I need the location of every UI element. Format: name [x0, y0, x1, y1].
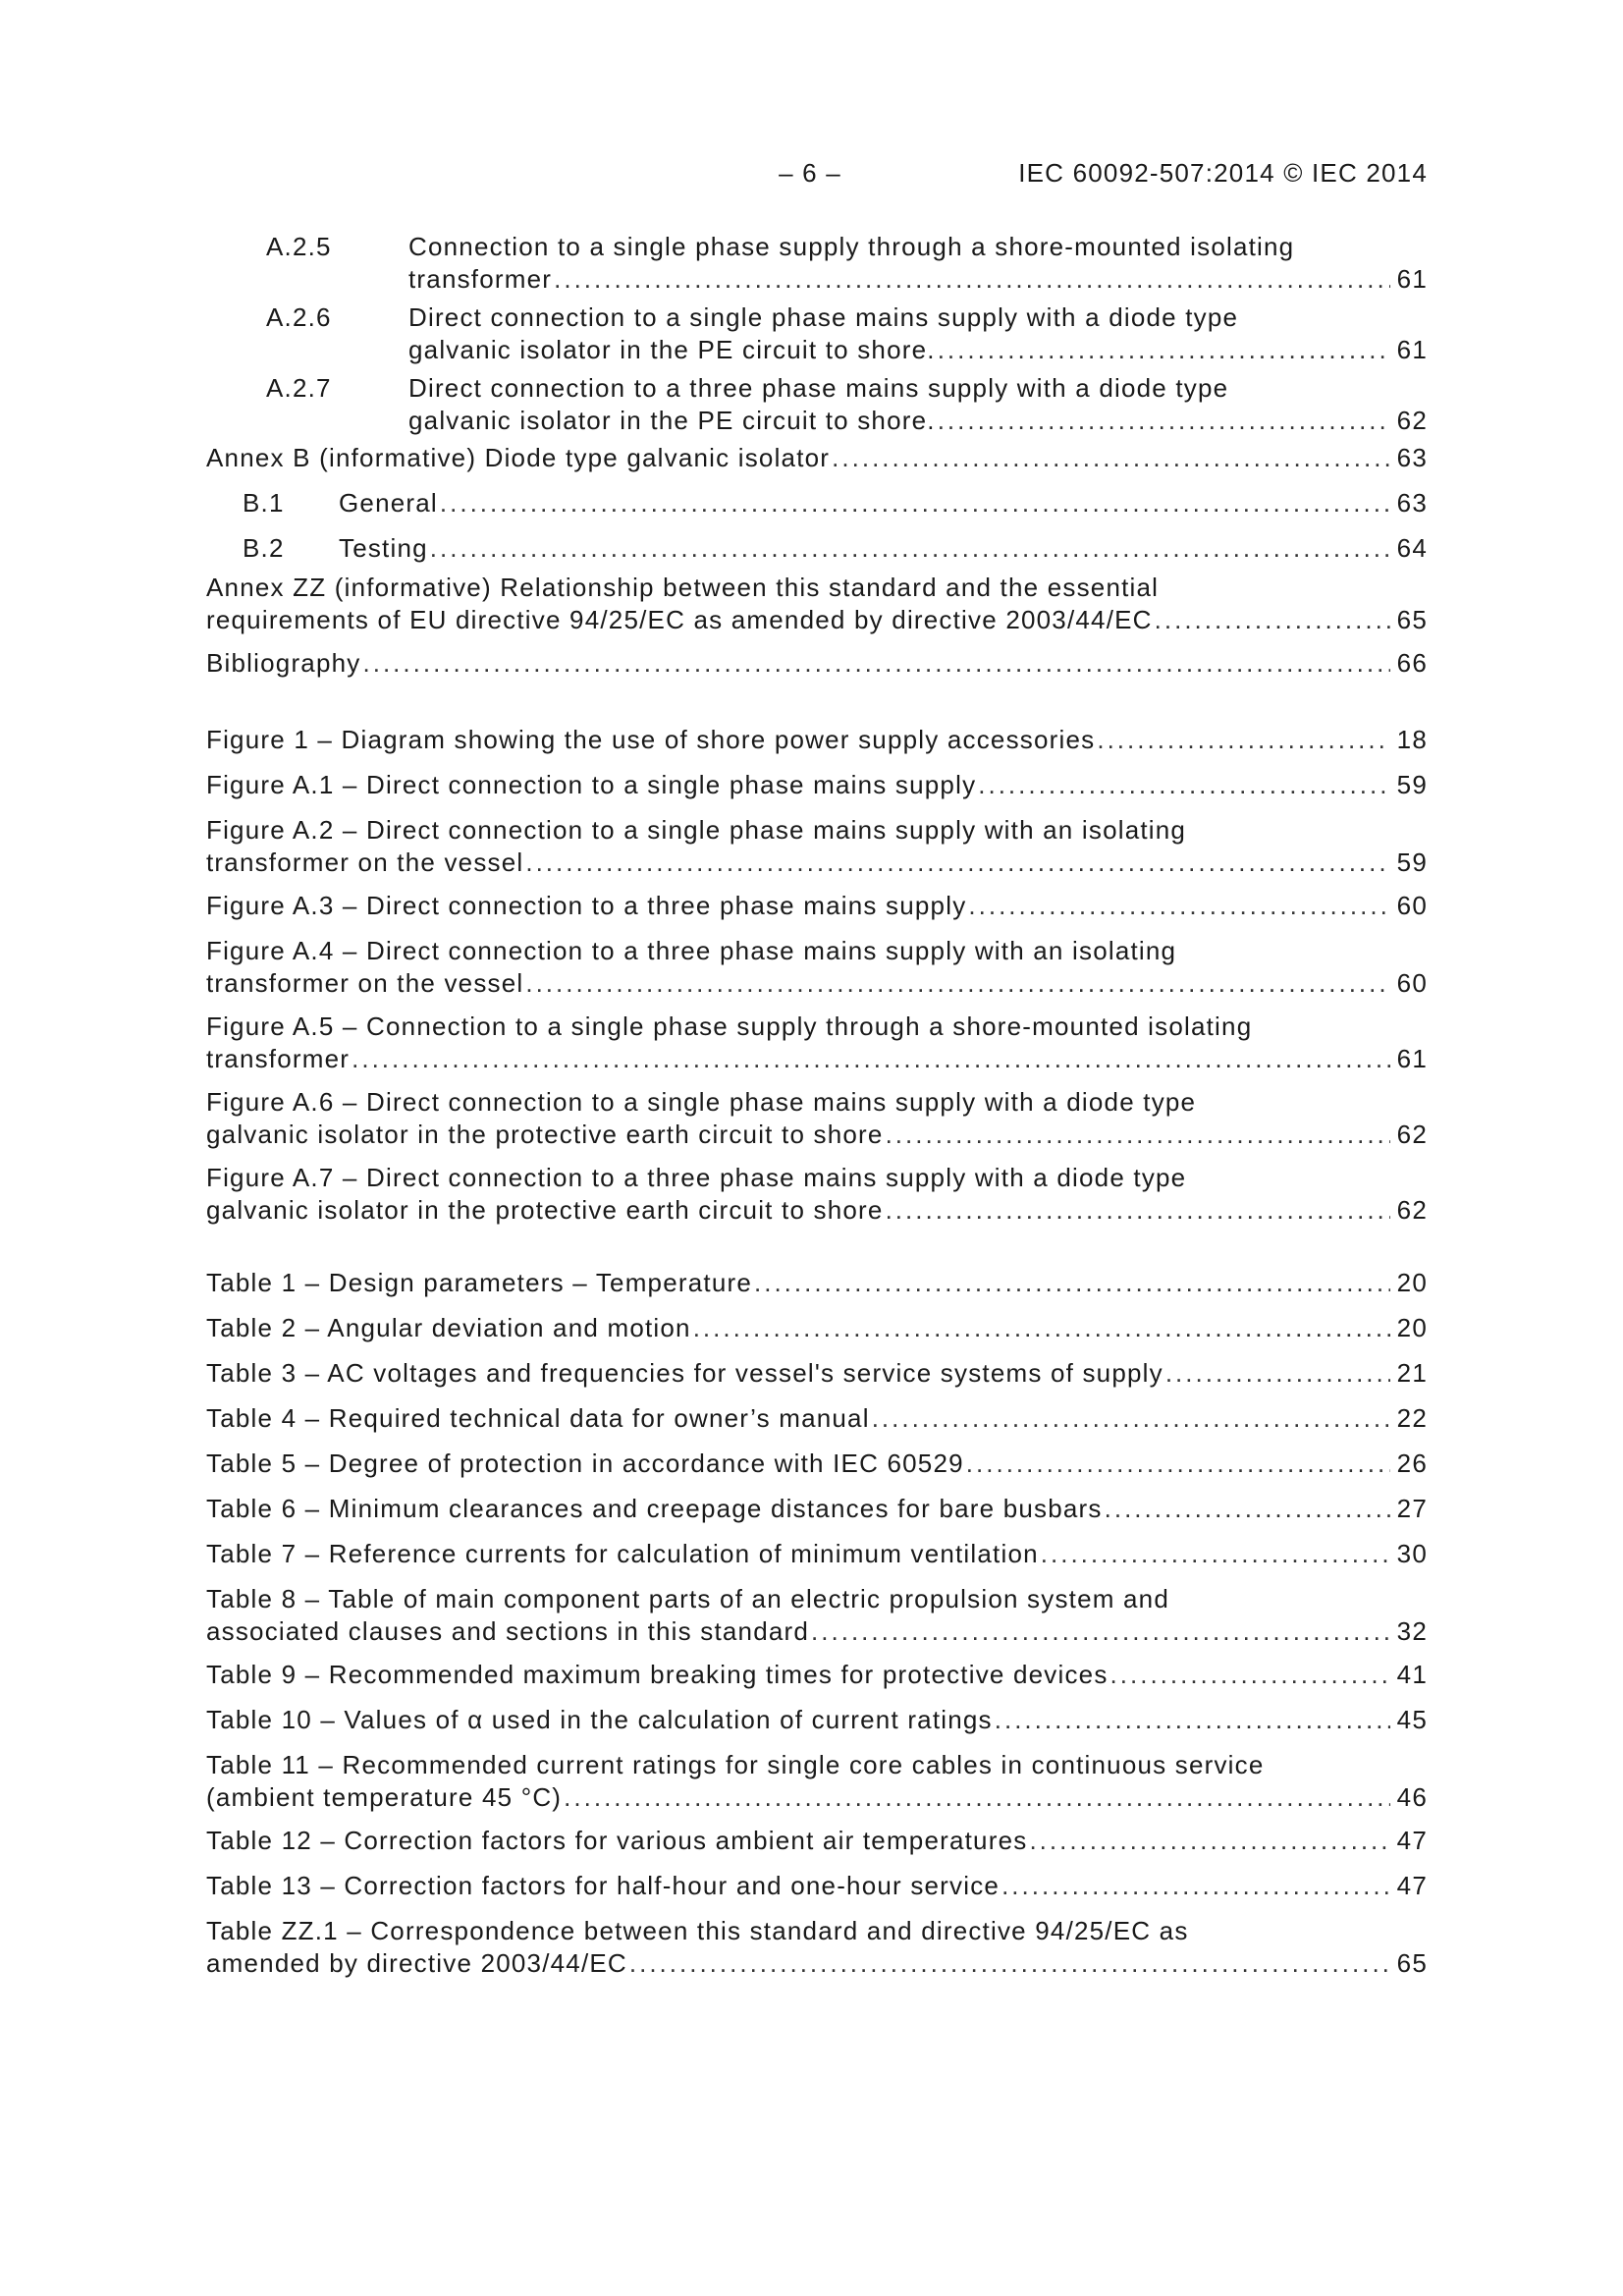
entry-title: transformer: [408, 264, 553, 294]
entry-page-number: 60: [1396, 891, 1428, 920]
entry-title: Table 2 – Angular deviation and motion: [206, 1313, 691, 1342]
entry-page-number: 63: [1396, 488, 1428, 518]
figure-entry[interactable]: [206, 724, 1428, 756]
entry-title: Table 5 – Degree of protection in accordance with IEC 60529: [206, 1449, 964, 1478]
entry-title: Figure A.2 – Direct connection to a single phase mains supply with an isolating: [206, 815, 1187, 845]
entry-number: B.2: [243, 533, 285, 563]
dot-leader: [1029, 1825, 1390, 1857]
entry-page-number: 46: [1396, 1782, 1428, 1812]
entry-page-number: 20: [1396, 1313, 1428, 1342]
entry-page-number: 26: [1396, 1449, 1428, 1478]
dot-leader: [1001, 1870, 1390, 1902]
table-entry[interactable]: [206, 1538, 1428, 1570]
entry-page-number: 59: [1396, 847, 1428, 877]
entry-page-number: 65: [1396, 1948, 1428, 1978]
table-entry[interactable]: [206, 1448, 1428, 1480]
toc-entry[interactable]: [243, 532, 1428, 565]
toc-entry[interactable]: [206, 442, 1428, 474]
dot-leader: [966, 1448, 1390, 1480]
dot-leader: [1155, 604, 1390, 636]
dot-leader: [1041, 1538, 1390, 1570]
table-entry[interactable]: [206, 1749, 1428, 1814]
dot-leader: [629, 1947, 1390, 1980]
entry-page-number: 18: [1396, 725, 1428, 754]
entry-title: Direct connection to a single phase mains supply with a diode type: [408, 302, 1239, 332]
entry-page-number: 60: [1396, 968, 1428, 998]
entry-page-number: 61: [1396, 1044, 1428, 1073]
entry-title: Annex ZZ (informative) Relationship between this standard and the essential: [206, 573, 1160, 602]
table-entry[interactable]: [206, 1267, 1428, 1299]
entry-title: Table 12 – Correction factors for various ambient air temperatures: [206, 1826, 1028, 1855]
entry-title: Table 13 – Correction factors for half-hour and one-hour service: [206, 1871, 1001, 1900]
dot-leader: [440, 487, 1390, 519]
entry-title: Table 1 – Design parameters – Temperature: [206, 1268, 752, 1297]
toc-entry[interactable]: [206, 647, 1428, 680]
dot-leader: [1110, 1659, 1390, 1691]
entry-title: Connection to a single phase supply through a shore-mounted isolating: [408, 232, 1295, 261]
figure-entry[interactable]: [206, 1011, 1428, 1075]
dot-leader: [938, 405, 1390, 437]
entry-title: Table 8 – Table of main component parts of an electric propulsion system and: [206, 1584, 1170, 1613]
entry-title: Table 9 – Recommended maximum breaking times for protective devices: [206, 1660, 1109, 1689]
entry-title: galvanic isolator in the PE circuit to shore.: [408, 406, 936, 435]
entry-number: A.2.7: [266, 373, 332, 403]
dot-leader: [1097, 724, 1390, 756]
entry-page-number: 64: [1396, 533, 1428, 563]
figure-entry[interactable]: [206, 814, 1428, 879]
table-entry[interactable]: [206, 1493, 1428, 1525]
entry-page-number: 65: [1396, 605, 1428, 634]
entry-title: Annex B (informative) Diode type galvanic isolator: [206, 443, 831, 472]
entry-title: transformer on the vessel: [206, 968, 524, 998]
table-entry[interactable]: [206, 1583, 1428, 1648]
standard-reference: IEC 60092-507:2014 © IEC 2014: [1018, 158, 1428, 188]
figure-entry[interactable]: [206, 1162, 1428, 1227]
entry-page-number: 59: [1396, 770, 1428, 799]
entry-title: Bibliography: [206, 648, 361, 678]
entry-page-number: 62: [1396, 1195, 1428, 1225]
dot-leader: [525, 967, 1390, 1000]
entry-page-number: 21: [1396, 1358, 1428, 1388]
entry-number: B.1: [243, 488, 285, 518]
entry-title: General: [339, 488, 438, 518]
table-entry[interactable]: [206, 1915, 1428, 1980]
entry-page-number: 62: [1396, 1120, 1428, 1149]
entry-title: Table 6 – Minimum clearances and creepage distances for bare busbars: [206, 1494, 1103, 1523]
toc-entry[interactable]: [206, 572, 1428, 636]
entry-title: Figure A.5 – Connection to a single phase supply through a shore-mounted isolating: [206, 1011, 1253, 1041]
entry-page-number: 22: [1396, 1403, 1428, 1433]
dot-leader: [564, 1781, 1390, 1814]
dot-leader: [1105, 1493, 1390, 1525]
table-entry[interactable]: [206, 1312, 1428, 1344]
dot-leader: [430, 532, 1390, 565]
entry-page-number: 62: [1396, 406, 1428, 435]
entry-title: Table 11 – Recommended current ratings for single core cables in continuous service: [206, 1750, 1265, 1779]
dot-leader: [811, 1615, 1390, 1648]
entry-page-number: 30: [1396, 1539, 1428, 1568]
table-entry[interactable]: [206, 1870, 1428, 1902]
entry-title: Table 4 – Required technical data for owner’s manual: [206, 1403, 870, 1433]
entry-page-number: 20: [1396, 1268, 1428, 1297]
entry-title: galvanic isolator in the protective earth circuit to shore: [206, 1120, 884, 1149]
entry-title: Figure 1 – Diagram showing the use of shore power supply accessories: [206, 725, 1096, 754]
toc-entry[interactable]: [243, 487, 1428, 519]
table-entry[interactable]: [206, 1402, 1428, 1435]
entry-title: requirements of EU directive 94/25/EC as amended by directive 2003/44/EC: [206, 605, 1153, 634]
page-number: – 6 –: [779, 158, 841, 188]
entry-title: Table ZZ.1 – Correspondence between this standard and directive 94/25/EC as: [206, 1916, 1189, 1945]
figure-entry[interactable]: [206, 890, 1428, 922]
dot-leader: [352, 1043, 1390, 1075]
entry-title: Table 7 – Reference currents for calculation of minimum ventilation: [206, 1539, 1039, 1568]
toc-entry[interactable]: [266, 231, 1428, 296]
entry-page-number: 41: [1396, 1660, 1428, 1689]
figure-entry[interactable]: [206, 935, 1428, 1000]
dot-leader: [525, 847, 1390, 879]
entry-title: associated clauses and sections in this standard: [206, 1616, 810, 1646]
toc-entry[interactable]: [266, 301, 1428, 366]
figure-entry[interactable]: [206, 769, 1428, 801]
entry-page-number: 45: [1396, 1705, 1428, 1734]
entry-page-number: 66: [1396, 648, 1428, 678]
dot-leader: [554, 263, 1390, 296]
entry-page-number: 27: [1396, 1494, 1428, 1523]
entry-number: A.2.5: [266, 232, 332, 261]
entry-title: galvanic isolator in the protective earth circuit to shore: [206, 1195, 884, 1225]
dot-leader: [938, 334, 1390, 366]
table-entry[interactable]: [206, 1825, 1428, 1857]
entry-title: Table 10 – Values of α used in the calculation of current ratings: [206, 1705, 993, 1734]
table-entry[interactable]: [206, 1704, 1428, 1736]
table-entry[interactable]: [206, 1659, 1428, 1691]
entry-title: Figure A.4 – Direct connection to a three phase mains supply with an isolating: [206, 936, 1177, 965]
entry-page-number: 47: [1396, 1871, 1428, 1900]
dot-leader: [995, 1704, 1390, 1736]
entry-page-number: 61: [1396, 264, 1428, 294]
entry-title: Figure A.1 – Direct connection to a single phase mains supply: [206, 770, 977, 799]
entry-title: (ambient temperature 45 °C): [206, 1782, 563, 1812]
entry-number: A.2.6: [266, 302, 332, 332]
entry-title: transformer on the vessel: [206, 847, 524, 877]
entry-title: amended by directive 2003/44/EC: [206, 1948, 627, 1978]
entry-page-number: 61: [1396, 335, 1428, 364]
entry-title: transformer: [206, 1044, 351, 1073]
dot-leader: [872, 1402, 1390, 1435]
dot-leader: [886, 1119, 1390, 1151]
table-entry[interactable]: [206, 1357, 1428, 1390]
entry-title: Table 3 – AC voltages and frequencies for vessel's service systems of supply: [206, 1358, 1163, 1388]
entry-page-number: 63: [1396, 443, 1428, 472]
entry-title: Figure A.7 – Direct connection to a three phase mains supply with a diode type: [206, 1163, 1187, 1192]
dot-leader: [832, 442, 1390, 474]
dot-leader: [886, 1194, 1390, 1227]
dot-leader: [363, 647, 1391, 680]
dot-leader: [754, 1267, 1390, 1299]
entry-page-number: 47: [1396, 1826, 1428, 1855]
figure-entry[interactable]: [206, 1086, 1428, 1151]
entry-title: Testing: [339, 533, 428, 563]
entry-title: galvanic isolator in the PE circuit to shore.: [408, 335, 936, 364]
dot-leader: [978, 769, 1390, 801]
entry-page-number: 32: [1396, 1616, 1428, 1646]
toc-entry[interactable]: [266, 372, 1428, 437]
dot-leader: [1165, 1357, 1390, 1390]
dot-leader: [693, 1312, 1390, 1344]
entry-title: Figure A.3 – Direct connection to a three phase mains supply: [206, 891, 967, 920]
dot-leader: [968, 890, 1390, 922]
entry-title: Figure A.6 – Direct connection to a single phase mains supply with a diode type: [206, 1087, 1197, 1117]
entry-title: Direct connection to a three phase mains supply with a diode type: [408, 373, 1229, 403]
